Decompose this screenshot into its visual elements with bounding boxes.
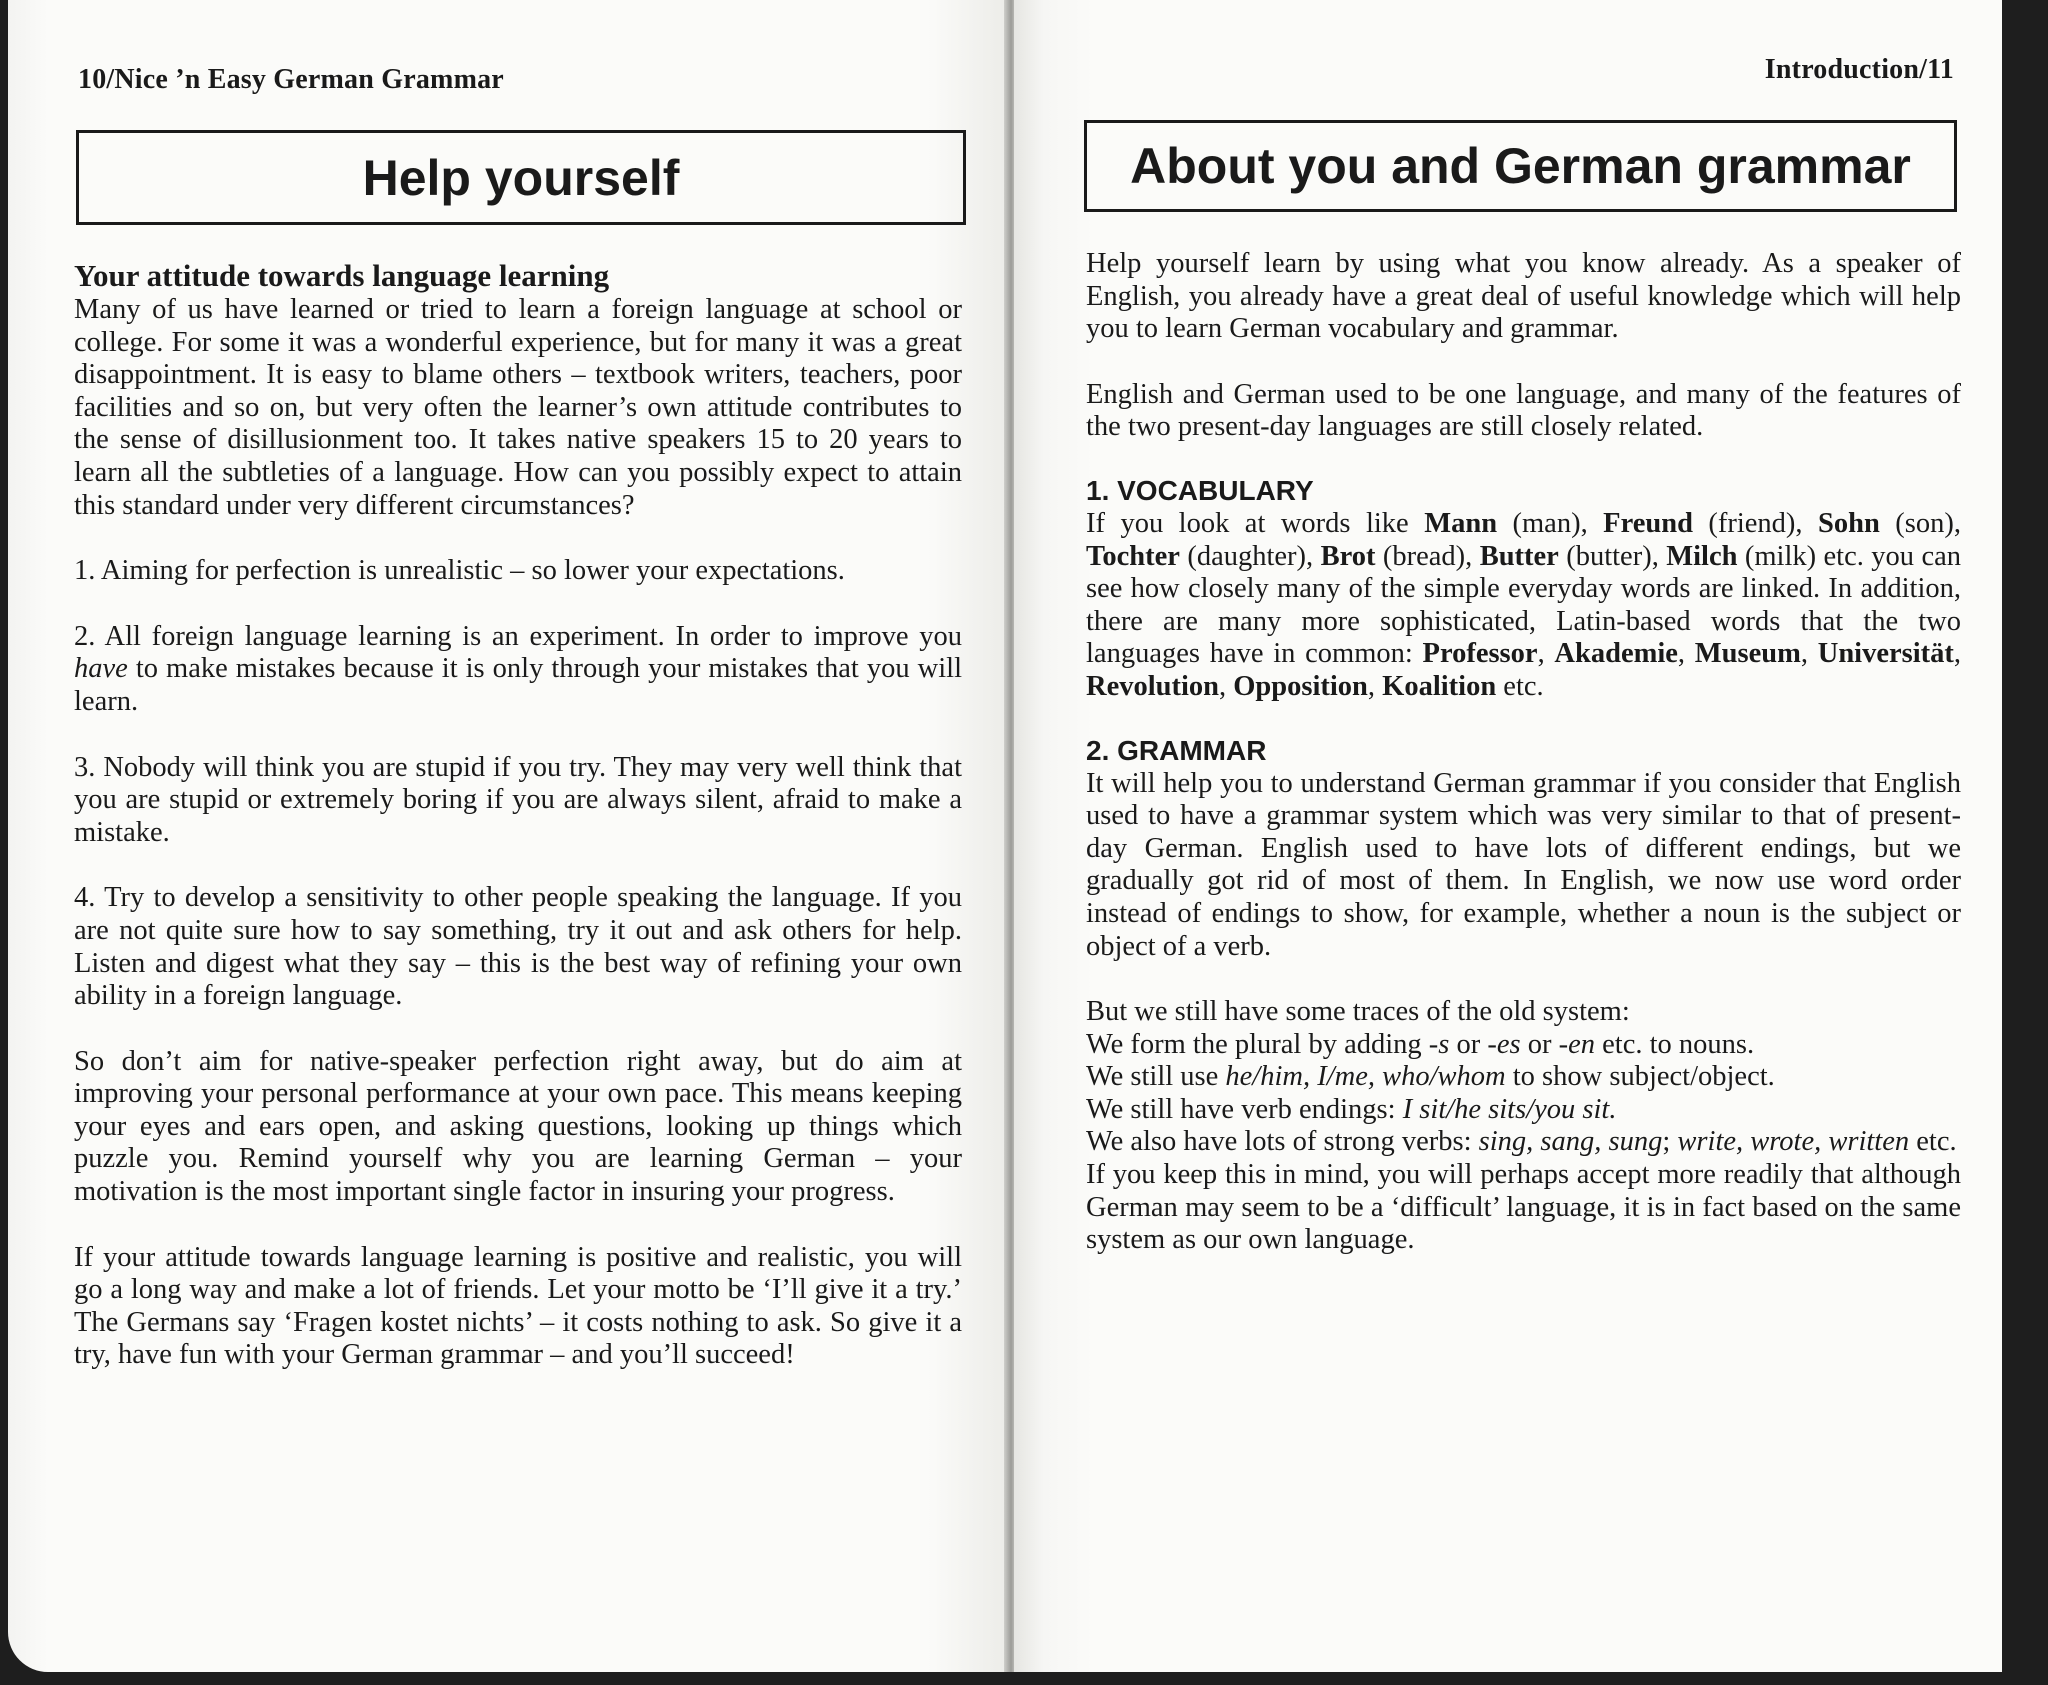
vocab-word: Universität [1817,638,1954,670]
traces-italic: -es [1487,1028,1521,1060]
traces-italic: -s [1428,1028,1450,1060]
traces-strong-verbs-line [1086,1126,1961,1159]
vocab-separator: , [1953,638,1961,670]
vocab-word: Tochter [1086,540,1180,572]
vocab-word: Brot [1320,540,1376,572]
traces-block [1086,996,1961,1257]
vocab-text: (daughter), [1179,540,1321,572]
help-paragraph: Help yourself learn by using what you know already. As a speaker of English, you already have a great deal of useful knowledge which will help you to learn German vocabulary and grammar. [1086,248,1961,345]
traces-text: or [1520,1028,1559,1060]
vocab-separator: , [1677,638,1695,670]
vocab-word: Opposition [1233,670,1368,702]
right-title-box [1084,120,1957,212]
left-body [74,258,962,1372]
grammar-paragraph: It will help you to understand German grammar if you consider that English used to have a grammar system which was very similar to that of present-day German. English used to have lots of different endings, but we gradually got rid of most of them. In English, we now use word order instead of endings to show, for example, whether a noun is the subject or object of a verb. [1086,767,1961,962]
traces-intro: But we still have some traces of the old system: [1086,996,1630,1028]
vocab-separator: , [1219,670,1234,702]
vocab-text: (bread), [1375,540,1480,572]
point-4: 4. Try to develop a sensitivity to other people speaking the language. If you are not quite sure how to say something, try it out and ask others for help. Listen and digest what they say – this is the best way of refining your own ability in a foreign language. [74,882,962,1012]
vocab-separator: , [1537,638,1555,670]
attitude-subheading: Your attitude towards language learning [74,258,610,293]
vocab-text: (son), [1879,507,1961,539]
traces-text: ; [1662,1126,1678,1158]
traces-pronoun-line [1086,1061,1961,1094]
point-2-text-a: 2. All foreign language learning is an experiment. In order to improve you [74,620,962,652]
point-2-emphasis: have [74,653,128,685]
aim-paragraph: So don’t aim for native-speaker perfection right away, but do aim at improving your personal performance at your own pace. This means keeping your eyes and ears open, and asking questions, looking up things which puzzle you. Remind yourself why you are learning German – your motivation is the most important single factor in insuring your progress. [74,1045,962,1208]
point-3: 3. Nobody will think you are stupid if you try. They may very well think that you are stupid or extremely boring if you are always silent, afraid to make a mistake. [74,751,962,848]
vocab-text: (milk) etc. you can see how closely many of the simple everyday words are linked. In addition, there are many more sophisticated, Latin-based words that the two languages have in common: [1086,540,1961,670]
traces-italic: he/him, I/me, who/whom [1225,1061,1506,1093]
vocab-word: Sohn [1818,507,1880,539]
left-page-title: Help yourself [362,150,680,206]
vocab-word: Professor [1422,638,1538,670]
vocab-text: (man), [1497,507,1604,539]
traces-text: to show subject/object. [1505,1061,1775,1093]
vocab-word: Freund [1603,507,1693,539]
vocab-word: Mann [1424,507,1498,539]
traces-text: We still have verb endings: [1086,1093,1403,1125]
traces-italic: write, wrote, written [1677,1126,1910,1158]
left-running-head: 10/Nice ’n Easy German Grammar [78,64,504,95]
traces-text: etc. to nouns. [1595,1028,1755,1060]
vocabulary-paragraph [1086,508,1961,704]
intro-paragraph: Many of us have learned or tried to learn a foreign language at school or college. For some it was a wonderful experience, but for many it was a great disappointment. It is easy to blame others – textbook writers, teachers, poor facilities and so on, but very often the learner’s own attitude contributes to the sense of disillusionment too. It takes native speakers 15 to 20 years to learn all the subtleties of a language. How can you possibly expect to attain this standard under very different circumstances? [74,294,962,521]
vocab-separator: , [1367,670,1383,702]
vocab-word: Milch [1666,540,1738,572]
left-page [8,0,1008,1672]
vocab-word: Butter [1479,540,1559,572]
vocab-word: Akademie [1554,638,1678,670]
final-paragraph: If your attitude towards language learning is positive and realistic, you will go a long way and make a lot of friends. Let your motto be ‘I’ll give it a try.’ The Germans say ‘Fragen kostet nichts’ – it costs nothing to ask. So give it a try, have fun with your German grammar – and you’ll succeed! [74,1241,962,1371]
vocab-word: Museum [1694,638,1801,670]
traces-italic: sing, sang, sung [1478,1126,1663,1158]
vocab-text: (butter), [1558,540,1667,572]
point-1: 1. Aiming for perfection is unrealistic – so lower your expectations. [74,555,845,587]
vocab-text: (friend), [1692,507,1819,539]
traces-text: We also have lots of strong verbs: [1086,1126,1479,1158]
related-paragraph: English and German used to be one language, and many of the features of the two present-day languages are still closely related. [1086,378,1961,443]
traces-verb-endings-line [1086,1094,1961,1127]
left-title-box [76,130,966,225]
traces-plural-line [1086,1029,1961,1062]
point-2 [74,621,962,719]
right-running-head: Introduction/11 [1764,54,1954,85]
vocab-separator: , [1800,638,1818,670]
traces-closing: If you keep this in mind, you will perhaps accept more readily that although German may seem to be a ‘difficult’ language, it is in fact based on the same system as our own language. [1086,1159,1961,1256]
vocabulary-heading: 1. VOCABULARY [1086,474,1314,506]
vocab-word: Koalition [1382,670,1497,702]
right-page [1014,0,2002,1672]
point-2-text-b: to make mistakes because it is only through your mistakes that you will learn. [74,653,962,717]
traces-text: or [1449,1028,1488,1060]
traces-text: We form the plural by adding [1086,1028,1429,1060]
right-page-title: About you and German grammar [1130,138,1911,194]
vocab-text: If you look at words like [1086,507,1425,539]
traces-text: etc. [1909,1126,1957,1158]
grammar-heading: 2. GRAMMAR [1086,734,1267,766]
traces-text: We still use [1086,1061,1226,1093]
vocab-text: etc. [1496,670,1544,702]
traces-italic: -en [1558,1028,1595,1060]
traces-italic: I sit/he sits/you sit. [1402,1093,1617,1125]
vocab-word: Revolution [1086,670,1220,702]
right-body [1086,248,1961,1257]
